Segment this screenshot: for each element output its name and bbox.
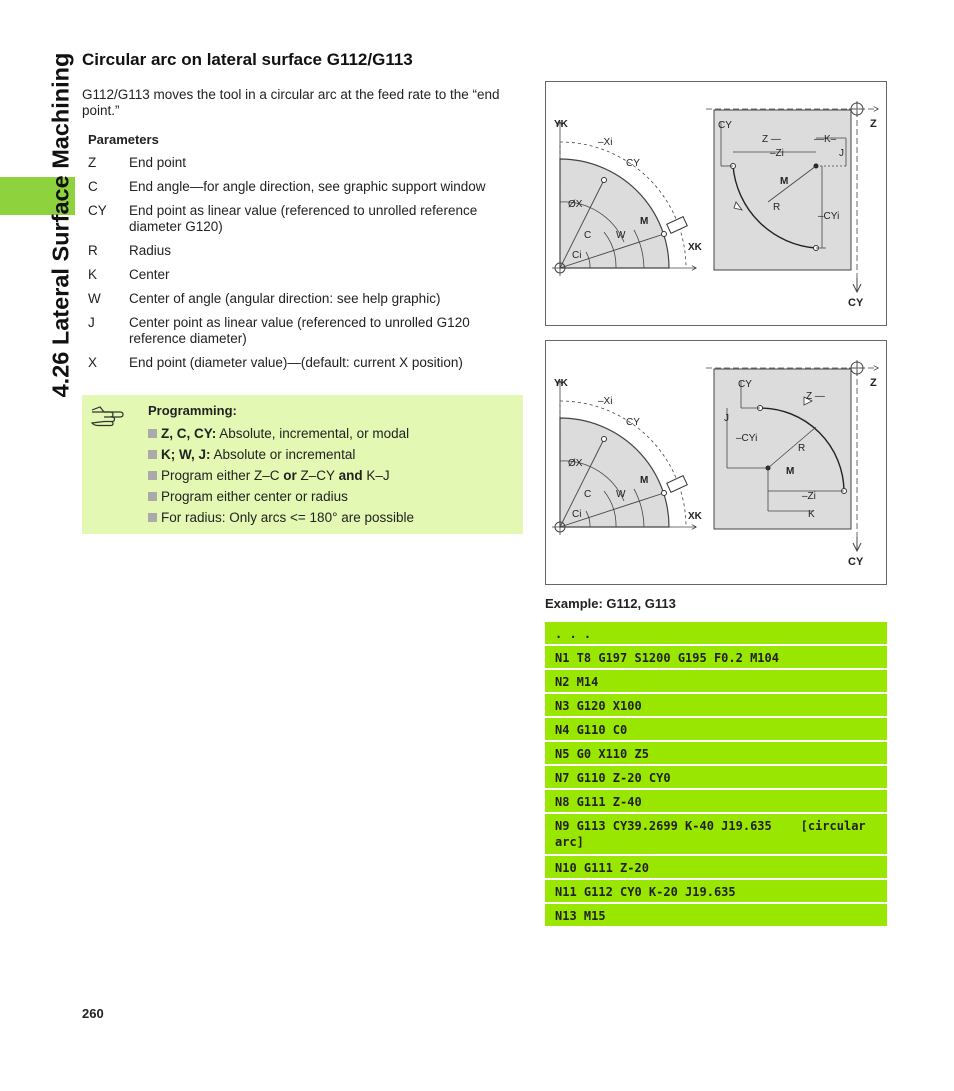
param-desc: End point (diameter value)—(default: current X position) xyxy=(129,355,463,370)
bullet-square-icon xyxy=(148,513,157,522)
note-text: K–J xyxy=(362,468,390,483)
param-desc: End point as linear value (referenced to unrolled reference diameter G120) xyxy=(129,203,478,234)
bullet-square-icon xyxy=(148,450,157,459)
label-m2: M xyxy=(780,176,789,187)
label-k-dash: —K– xyxy=(814,134,837,145)
example-title: Example: G112, G113 xyxy=(545,596,676,611)
bullet-square-icon xyxy=(148,492,157,501)
note-title: Programming: xyxy=(148,403,237,418)
bullet-square-icon xyxy=(148,429,157,438)
param-key: W xyxy=(88,291,101,306)
diagram-g112-g113-top xyxy=(545,81,887,326)
param-desc: Center point as linear value (referenced to unrolled G120 reference diameter) xyxy=(129,315,470,346)
tool-icon xyxy=(667,217,688,234)
code-line: N7 G110 Z-20 CY0 xyxy=(545,766,887,788)
label-j: J xyxy=(839,148,844,159)
code-line: N10 G111 Z-20 xyxy=(545,856,887,878)
note-text: Program either center or radius xyxy=(161,489,348,504)
list-item xyxy=(148,468,414,489)
note-bold: Z, C, CY: xyxy=(161,426,217,441)
code-line: N5 G0 X110 Z5 xyxy=(545,742,887,764)
label-j: J xyxy=(724,413,729,424)
label-m: M xyxy=(640,216,649,227)
label-neg-zi: –Zi xyxy=(770,148,784,159)
label-c: C xyxy=(584,489,592,500)
label-neg-xi: –Xi xyxy=(598,396,613,407)
code-line: N13 M15 xyxy=(545,904,887,926)
label-neg-cyi: –CYi xyxy=(818,211,840,222)
note-bold: or xyxy=(283,468,297,483)
label-cy: CY xyxy=(626,158,640,169)
label-xk: XK xyxy=(688,242,702,253)
pointing-hand-icon xyxy=(90,404,130,428)
code-line: . . . xyxy=(545,622,887,644)
page-number: 260 xyxy=(82,1006,104,1021)
param-key: Z xyxy=(88,155,97,170)
param-desc: Radius xyxy=(129,243,172,258)
param-key: X xyxy=(88,355,98,370)
label-xk: XK xyxy=(688,511,702,522)
chapter-side-title xyxy=(47,45,74,405)
param-desc: End angle—for angle direction, see graphic support window xyxy=(129,179,486,194)
code-line: N9 G113 CY39.2699 K-40 J19.635 [circular arc] xyxy=(545,814,887,854)
diagram-g112-g113-bottom xyxy=(545,340,887,585)
note-text: Program either Z–C xyxy=(161,468,284,483)
label-k: K xyxy=(808,509,815,520)
label-yk: YK xyxy=(554,378,568,389)
code-line: N1 T8 G197 S1200 G195 F0.2 M104 xyxy=(545,646,887,668)
note-text: For radius: Only arcs <= 180° are possible xyxy=(161,510,415,525)
label-neg-xi: –Xi xyxy=(598,137,613,148)
list-item xyxy=(148,489,414,510)
param-key: K xyxy=(88,267,98,282)
note-text: Absolute, incremental, or modal xyxy=(216,426,410,441)
bullet-square-icon xyxy=(148,471,157,480)
label-dia-x: ØX xyxy=(568,458,583,469)
label-cy-top: CY xyxy=(738,379,752,390)
label-ci: Ci xyxy=(572,250,582,261)
note-bold: K; W, J: xyxy=(161,447,211,462)
label-neg-zi: –Zi xyxy=(802,491,816,502)
param-key: R xyxy=(88,243,98,258)
param-key: CY xyxy=(88,203,107,218)
param-desc: Center of angle (angular direction: see help graphic) xyxy=(129,291,441,306)
diagram-svg xyxy=(546,341,886,584)
label-cy-axis: CY xyxy=(848,297,864,309)
label-m2: M xyxy=(786,466,795,477)
label-m: M xyxy=(640,475,649,486)
param-desc: End point xyxy=(129,155,187,170)
tool-icon xyxy=(667,476,688,493)
label-c: C xyxy=(584,230,592,241)
label-z-dash: Z — xyxy=(762,134,781,145)
unrolled-surface xyxy=(714,369,851,529)
list-item xyxy=(148,510,414,531)
code-line: N2 M14 xyxy=(545,670,887,692)
label-cy-axis: CY xyxy=(848,556,864,568)
parameters-title: Parameters xyxy=(88,132,159,147)
chapter-title-text: 4.26 Lateral Surface Machining xyxy=(47,52,74,398)
label-yk: YK xyxy=(554,119,568,130)
programming-note xyxy=(82,395,523,534)
code-line: N11 G112 CY0 K-20 J19.635 xyxy=(545,880,887,902)
note-bold: and xyxy=(338,468,363,483)
label-w: W xyxy=(616,230,626,241)
section-heading: Circular arc on lateral surface G112/G113 xyxy=(82,50,413,69)
intro-paragraph: G112/G113 moves the tool in a circular arc at the feed rate to the “end point.” xyxy=(82,87,500,118)
param-key: C xyxy=(88,179,98,194)
label-neg-cyi: –CYi xyxy=(736,433,758,444)
label-cy: CY xyxy=(626,417,640,428)
label-w: W xyxy=(616,489,626,500)
label-cy-top: CY xyxy=(718,120,732,131)
note-text: Absolute or incremental xyxy=(210,447,356,462)
param-key: J xyxy=(88,315,95,330)
note-text: Z–CY xyxy=(296,468,339,483)
label-r: R xyxy=(773,202,781,213)
label-z-dash: Z — xyxy=(806,391,825,402)
list-item xyxy=(148,426,414,447)
label-r: R xyxy=(798,443,806,454)
diagram-svg xyxy=(546,82,886,325)
code-line: N3 G120 X100 xyxy=(545,694,887,716)
code-line: N4 G110 C0 xyxy=(545,718,887,740)
param-desc: Center xyxy=(129,267,170,282)
label-ci: Ci xyxy=(572,509,582,520)
list-item xyxy=(148,447,414,468)
note-list xyxy=(148,426,414,531)
code-line: N8 G111 Z-40 xyxy=(545,790,887,812)
label-z-axis: Z xyxy=(870,377,877,389)
label-dia-x: ØX xyxy=(568,199,583,210)
label-z-axis: Z xyxy=(870,118,877,130)
